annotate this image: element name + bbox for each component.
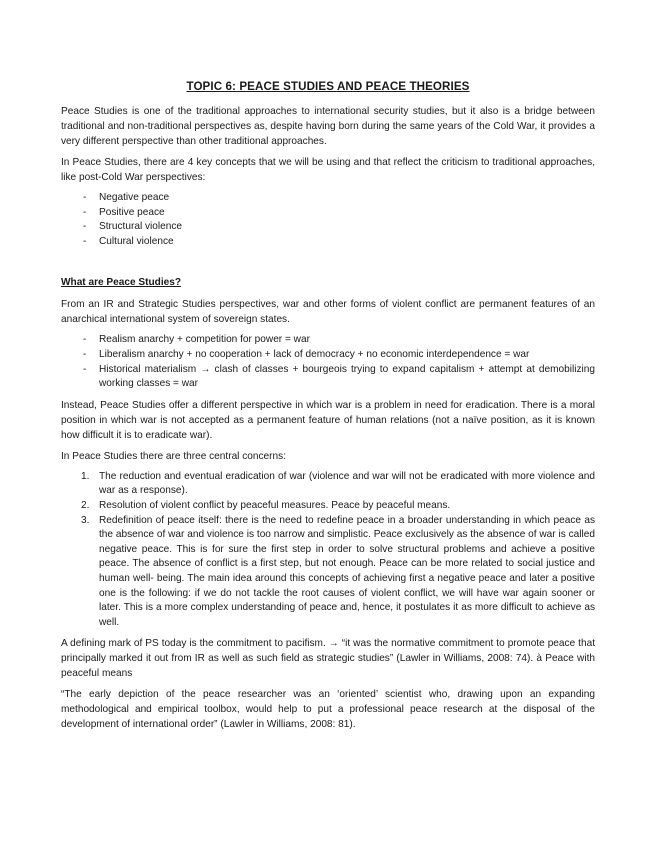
section-heading: What are Peace Studies? xyxy=(61,277,182,289)
section-intro-paragraph: From an IR and Strategic Studies perspectives, war and other forms of violent conflict are permanent features of an anarchical international system of sovereign states. xyxy=(61,299,595,326)
list-item: - Structural violence xyxy=(61,220,595,235)
intro-paragraph-1: Peace Studies is one of the traditional approaches to international security studies, but it also is a bridge between traditional and non-traditional perspectives as, despite having born during the same years of the Cold War, it provides a very different perspective than other traditional approaches. xyxy=(61,106,595,147)
document-page xyxy=(61,80,595,738)
list-item xyxy=(61,470,595,499)
defining-mark-paragraph: A defining mark of PS today is the commitment to pacifism. → “it was the normative commitment to promote peace that principally marked it out from IR as well as such field as strategic studies” (Lawler in Williams, 2008: 74). à Peace with peaceful means xyxy=(61,638,595,680)
list-item: - Cultural violence xyxy=(61,235,595,250)
page-title: TOPIC 6: PEACE STUDIES AND PEACE THEORIES xyxy=(186,80,470,93)
list-item-text: The reduction and eventual eradication of war (violence and war will not be eradicated with more violence and war as a response). xyxy=(99,470,595,497)
list-item-text: Redefinition of peace itself: there is the need to redefine peace in a broader understanding in which peace as the absence of war and violence is too narrow and simplistic. Peace exclusively as the absence of war is called negative peace. This is for sure the first step in order to solve structural problems and achieve a positive peace. The absence of conflict is a first step, but not enough. Peace can be more related to social justice and human well- being. The main idea around this concepts of achieving first a negative peace and later a positive one is the following: if we do not tackle the root causes of violent conflict, we will have war again sooner or later. This is a more complex understanding of peace and, hence, it postulates it as more difficult to achieve as well. xyxy=(99,514,595,628)
list-item xyxy=(61,514,595,631)
list-number: 2. xyxy=(81,499,90,511)
list-item: - Positive peace xyxy=(61,206,595,221)
instead-paragraph: Instead, Peace Studies offer a different perspective in which war is a problem in need for eradication. There is a moral position in which war is not accepted as a permanent feature of human relations (not a naïve position, as it is known how difficult it is to eradicate war). xyxy=(61,399,595,441)
concerns-intro-paragraph: In Peace Studies there are three central concerns: xyxy=(61,450,286,462)
list-item: - Realism anarchy + competition for power = war xyxy=(61,333,595,348)
list-item xyxy=(61,499,595,514)
list-number: 1. xyxy=(81,470,90,482)
intro-paragraph-2: In Peace Studies, there are 4 key concepts that we will be using and that reflect the criticism to traditional approaches, like post-Cold War perspectives: xyxy=(61,157,595,183)
list-item: - Historical materialism → clash of classes + bourgeois trying to expand capitalism + attempt at demobilizing working classes = war xyxy=(61,363,595,392)
concerns-list xyxy=(61,470,595,631)
list-item: - Liberalism anarchy + no cooperation + lack of democracy + no economic interdependence = war xyxy=(61,348,595,363)
perspectives-list xyxy=(61,333,595,391)
list-item: - Negative peace xyxy=(61,191,595,206)
spacer xyxy=(61,255,595,275)
quote-paragraph: “The early depiction of the peace researcher was an ‘oriented’ scientist who, drawing upon an expanding methodological and empirical toolbox, would help to put a professional peace research at the disposal of the development of international order” (Lawler in Williams, 2008: 81). xyxy=(61,689,595,731)
list-number: 3. xyxy=(81,514,90,526)
list-item-text: Resolution of violent conflict by peaceful measures. Peace by peaceful means. xyxy=(99,499,451,511)
key-concepts-list xyxy=(61,191,595,249)
